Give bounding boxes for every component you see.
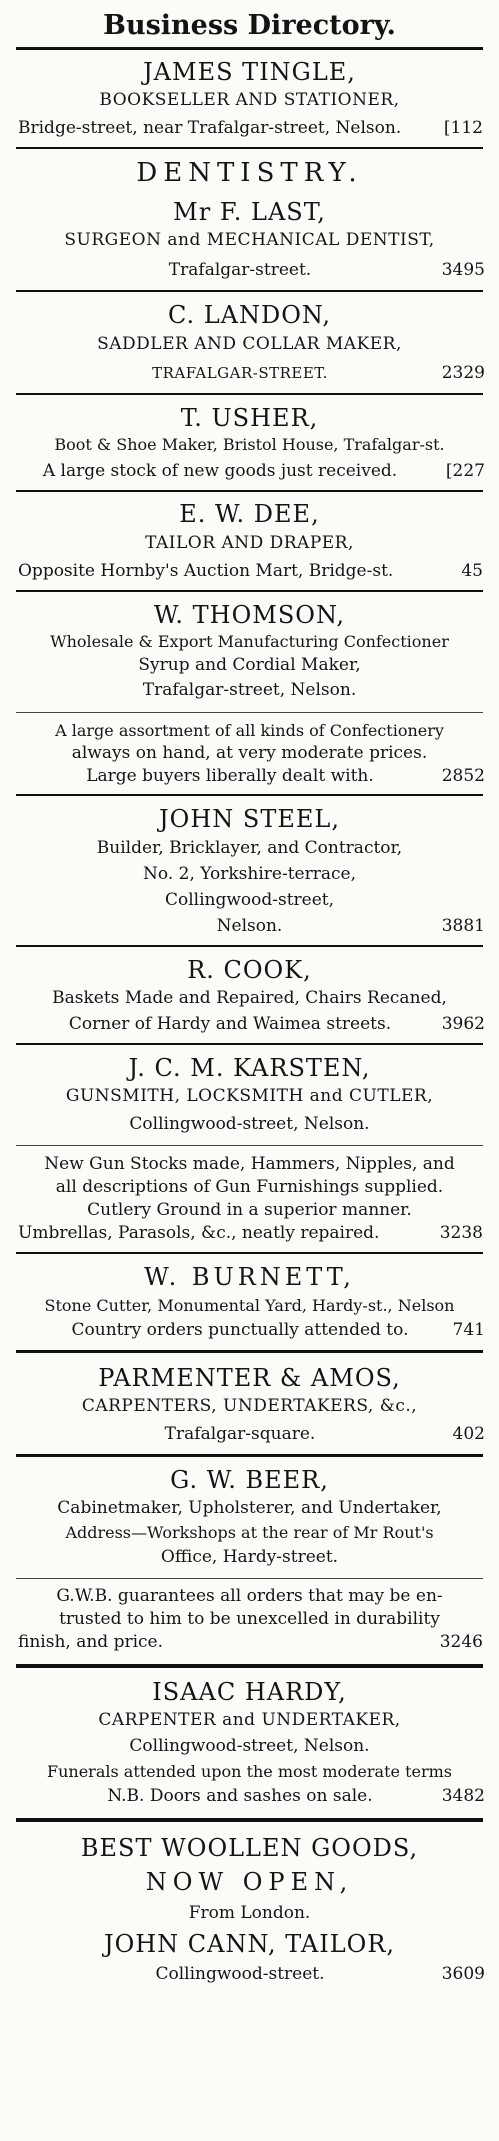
divider [16, 1664, 483, 1668]
ad-tingle-address-row [18, 120, 483, 137]
ad-last-trade: SURGEON and MECHANICAL DENTIST, [64, 230, 435, 250]
ad-beer-address-1: Address—Workshops at the rear of Mr Rout's [65, 1523, 434, 1542]
ad-hardy-address: Collingwood-street, Nelson. [129, 1736, 370, 1756]
ad-beer-trade: Cabinetmaker, Upholsterer, and Undertaker, [57, 1498, 442, 1518]
ad-landon-name: C. LANDON, [167, 301, 332, 329]
ad-cook-address: Corner of Hardy and Waimea streets. [68, 1014, 392, 1034]
ad-steel-trade: Builder, Bricklayer, and Contractor, [96, 838, 403, 858]
ad-tingle-trade: BOOKSELLER AND STATIONER, [99, 90, 400, 110]
ad-beer-note-row [18, 1634, 483, 1651]
ad-cook-trade: Baskets Made and Repaired, Chairs Recaned, [52, 988, 447, 1008]
ad-cann-note: From London. [188, 1903, 311, 1923]
ad-parmenter-ref: 402 [452, 1424, 485, 1444]
ad-last-name: Mr F. LAST, [173, 198, 326, 226]
ad-hardy-note-1: Funerals attended upon the most moderate terms [47, 1762, 452, 1781]
divider [16, 1578, 483, 1579]
ad-last-ref: 3495 [441, 260, 485, 280]
ad-tingle-address: Bridge-street, near Trafalgar-street, Nelson. [18, 118, 402, 138]
page-title: Business Directory. [103, 10, 396, 41]
ad-thomson-ref: 2852 [441, 766, 485, 786]
ad-karsten-name: J. C. M. KARSTEN, [128, 1054, 371, 1082]
ad-karsten-note-row [18, 1225, 483, 1242]
ad-beer-note-2: trusted to him to be unexcelled in durability [59, 1609, 440, 1629]
ad-karsten-note-2: all descriptions of Gun Furnishings supplied. [55, 1177, 444, 1197]
divider [16, 945, 483, 947]
ad-cann-name: JOHN CANN, TAILOR, [103, 1930, 396, 1958]
ad-usher-note: A large stock of new goods just received. [42, 461, 398, 481]
ad-thomson-note-2: always on hand, at very moderate prices. [71, 743, 428, 763]
ad-tingle-ref: [112 [443, 118, 483, 138]
ad-karsten-trade: GUNSMITH, LOCKSMITH and CUTLER, [65, 1086, 434, 1106]
ad-thomson-name: W. THOMSON, [153, 601, 346, 629]
ad-dee-trade: TAILOR AND DRAPER, [145, 533, 354, 553]
ad-karsten-note-1: New Gun Stocks made, Hammers, Nipples, and [44, 1154, 455, 1174]
ad-dee-address-row [18, 563, 483, 580]
ad-cook-name: R. COOK, [187, 956, 312, 984]
ad-burnett-name: W. BURNETT, [144, 1263, 355, 1291]
divider [16, 1252, 483, 1254]
ad-dee-name: E. W. DEE, [179, 500, 320, 528]
ad-tingle-name: JAMES TINGLE, [143, 58, 356, 86]
ad-parmenter-trade: CARPENTERS, UNDERTAKERS, &c., [81, 1396, 418, 1416]
divider [16, 393, 483, 395]
divider [16, 712, 483, 713]
title-rule [16, 47, 483, 50]
ad-cann-address: Collingwood-street. [155, 1964, 325, 1984]
ad-usher-ref: [227 [445, 461, 485, 481]
ad-usher-name: T. USHER, [180, 404, 319, 432]
ad-hardy-ref: 3482 [441, 1786, 485, 1806]
ad-thomson-trade-2: Syrup and Cordial Maker, [138, 655, 361, 675]
ad-cann-subheading: NOW OPEN, [145, 1868, 354, 1896]
ad-karsten-address: Collingwood-street, Nelson. [129, 1114, 370, 1134]
ad-beer-name: G. W. BEER, [170, 1466, 329, 1494]
divider [16, 290, 483, 292]
ad-beer-note-1: G.W.B. guarantees all orders that may be en- [56, 1586, 443, 1606]
ad-karsten-note-3: Cutlery Ground in a superior manner. [87, 1200, 412, 1220]
ad-thomson-note-3: Large buyers liberally dealt with. [86, 766, 374, 786]
ad-parmenter-address: Trafalgar-square. [164, 1424, 316, 1444]
ad-steel-name: JOHN STEEL, [159, 805, 340, 833]
ad-beer-note-3: finish, and price. [18, 1632, 164, 1652]
ad-cann-ref: 3609 [441, 1964, 485, 1984]
divider [16, 1043, 483, 1045]
divider [16, 490, 483, 492]
ad-karsten-note-4: Umbrellas, Parasols, &c., neatly repaired. [18, 1223, 380, 1243]
ad-dee-address: Opposite Hornby's Auction Mart, Bridge-st. [18, 561, 394, 581]
ad-last-address: Trafalgar-street. [168, 260, 312, 280]
ad-parmenter-name: PARMENTER & AMOS, [98, 1364, 401, 1392]
ad-thomson-address: Trafalgar-street, Nelson. [142, 680, 357, 700]
divider [16, 147, 483, 149]
ad-hardy-name: ISAAC HARDY, [152, 1678, 347, 1706]
ad-thomson-note-1: A large assortment of all kinds of Confectionery [55, 721, 444, 740]
divider [16, 590, 483, 592]
ad-dee-ref: 45 [461, 561, 483, 581]
ad-landon-trade: SADDLER AND COLLAR MAKER, [97, 334, 402, 354]
divider [16, 794, 483, 796]
ad-thomson-trade: Wholesale & Export Manufacturing Confectioner [50, 632, 449, 651]
ad-hardy-trade: CARPENTER and UNDERTAKER, [98, 1710, 401, 1730]
ad-beer-ref: 3246 [439, 1632, 483, 1652]
ad-burnett-note: Country orders punctually attended to. [71, 1320, 409, 1340]
ad-last-heading: DENTISTRY. [136, 158, 363, 188]
divider [16, 1454, 483, 1457]
divider [16, 1818, 483, 1822]
ad-landon-ref: 2329 [441, 363, 485, 383]
ad-steel-address-1: No. 2, Yorkshire-terrace, [143, 864, 356, 884]
ad-usher-trade: Boot & Shoe Maker, Bristol House, Trafalgar-st. [54, 435, 445, 454]
ad-burnett-trade: Stone Cutter, Monumental Yard, Hardy-st., Nelson [44, 1296, 455, 1315]
ad-beer-address-2: Office, Hardy-street. [160, 1547, 339, 1567]
ad-cook-ref: 3962 [441, 1014, 485, 1034]
ad-steel-ref: 3881 [441, 916, 485, 936]
divider [16, 1350, 483, 1353]
divider [16, 1145, 483, 1146]
ad-karsten-ref: 3238 [439, 1223, 483, 1243]
ad-landon-address: TRAFALGAR-STREET. [152, 364, 328, 382]
ad-cann-heading: BEST WOOLLEN GOODS, [80, 1834, 419, 1862]
ad-hardy-note-2: N.B. Doors and sashes on sale. [107, 1786, 373, 1806]
ad-steel-address-2: Collingwood-street, [164, 890, 335, 910]
ad-burnett-ref: 741 [452, 1320, 485, 1340]
ad-steel-address-3: Nelson. [216, 916, 283, 936]
